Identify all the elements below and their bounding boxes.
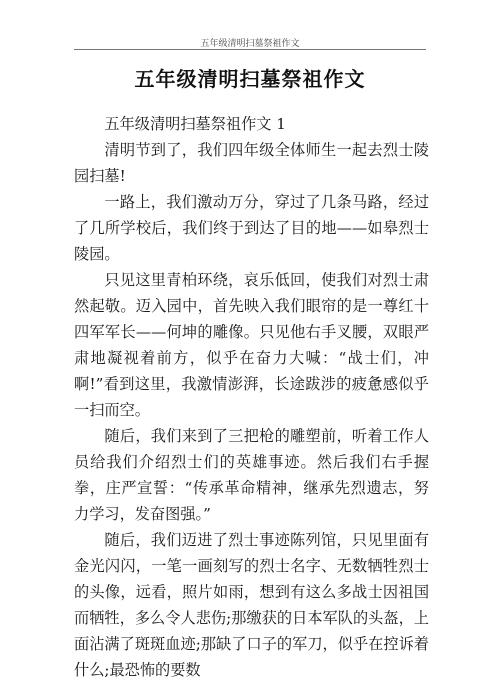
paragraph: 一路上，我们激动万分，穿过了几条马路，经过了几所学校后，我们终于到达了目的地——如皋烈士陵园。: [74, 193, 429, 263]
essay-subheading: 五年级清明扫墓祭祖作文 1: [104, 115, 286, 133]
paragraph: 随后，我们迈进了烈士事迹陈列馆，只见里面有金光闪闪，一笔一画刻写的烈士名字、无数牺牲烈士的头像，远看，照片如雨，想到有这么多战士因祖国而牺牲，多么令人悲伤;那缴获的日本军队的头盔，上面沾满了斑斑血迹;那缺了口子的军刀，似乎在控诉着什么;最恐怖的要数: [74, 531, 429, 679]
paragraph: 清明节到了，我们四年级全体师生一起去烈士陵园扫墓!: [74, 141, 429, 185]
running-header: 五年级清明扫墓祭祖作文: [200, 39, 300, 49]
document-body: [74, 111, 429, 683]
document-title: 五年级清明扫墓祭祖作文: [134, 67, 366, 91]
header-divider: [74, 49, 426, 50]
paragraph: 随后，我们来到了三把枪的雕塑前，听着工作人员给我们介绍烈士们的英雄事迹。然后我们右手握拳，庄严宣誓：“传承革命精神，继承先烈遗志，努力学习，发奋图强。”: [74, 427, 429, 523]
paragraph: 只见这里青柏环绕，哀乐低回，使我们对烈士肃然起敬。迈入园中，首先映入我们眼帘的是一尊红十四军军长——何坤的雕像。只见他右手叉腰，双眼严肃地凝视着前方，似乎在奋力大喊：“战士们，冲啊!”看到这里，我激情澎湃，长途跋涉的疲惫感似乎一扫而空。: [74, 271, 429, 419]
